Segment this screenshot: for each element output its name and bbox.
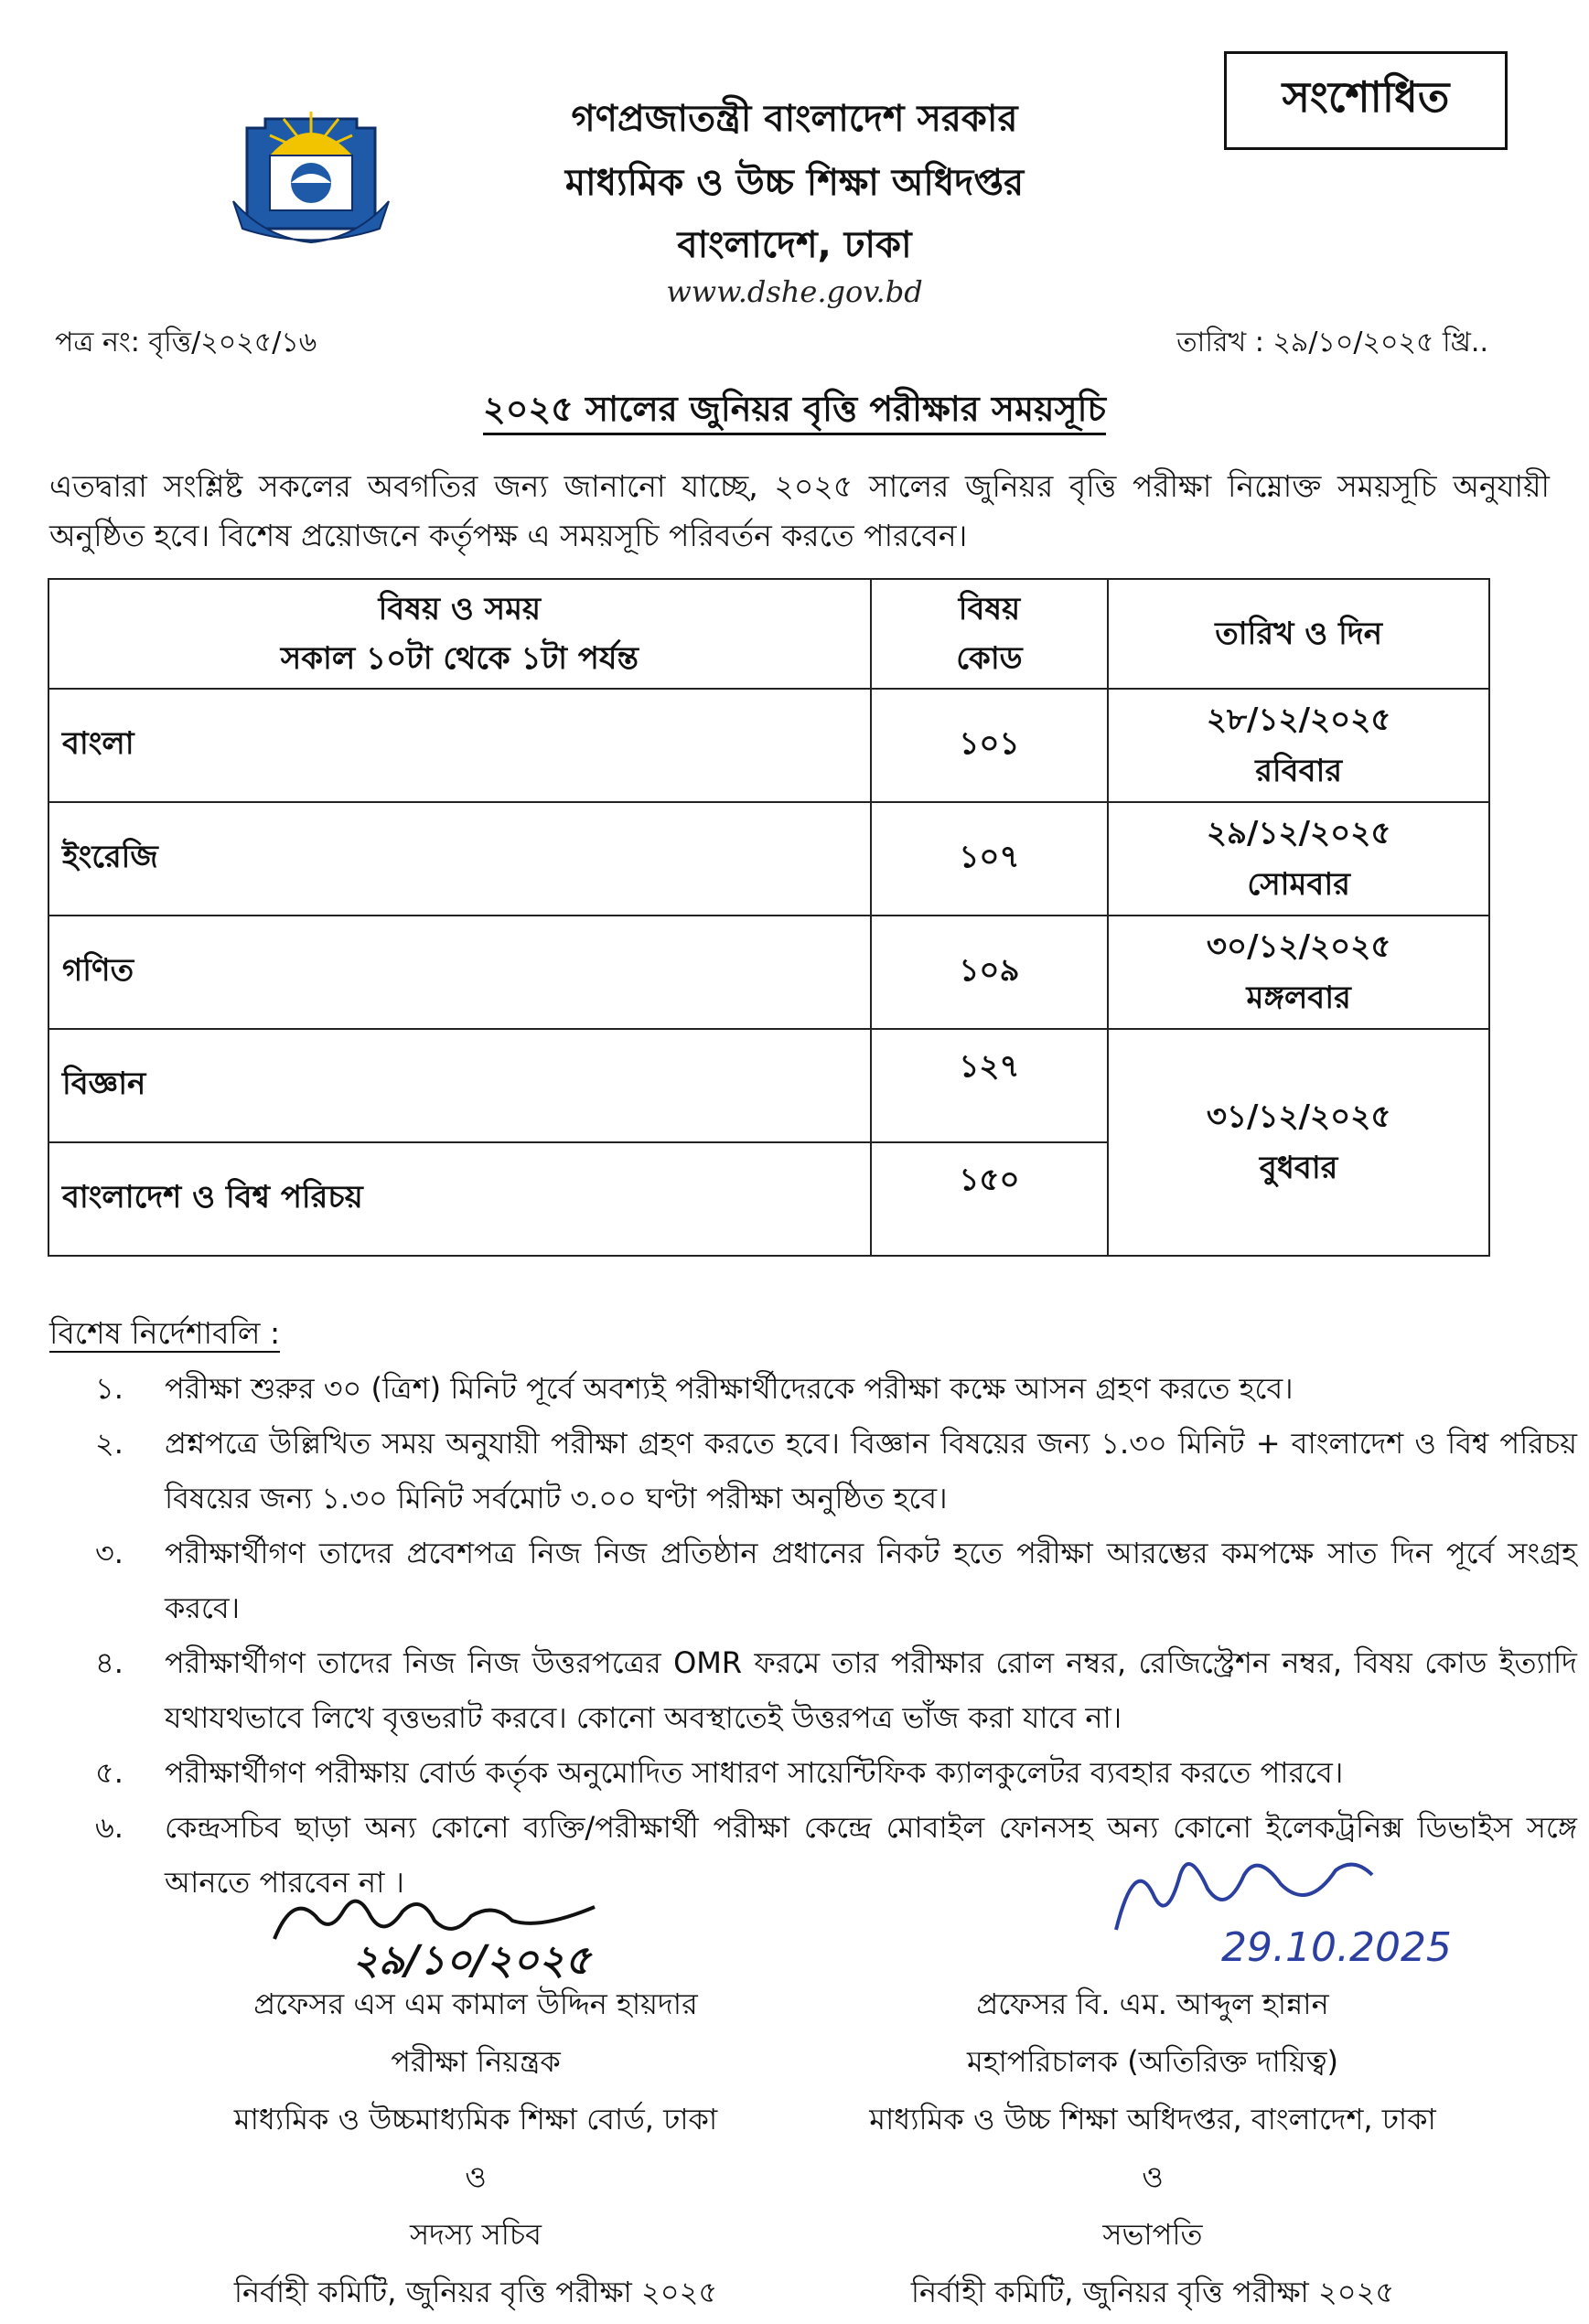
memo-date: তারিখ : ২৯/১০/২০২৫ খ্রি.. <box>1176 327 1488 359</box>
revised-stamp: সংশোধিত <box>1224 51 1508 150</box>
day-text: মঙ্গলবার <box>1246 980 1351 1016</box>
item-text: পরীক্ষার্থীগণ পরীক্ষায় বোর্ড কর্তৃক অনুমোদিত সাধারণ সায়েন্টিফিক ক্যালকুলেটর ব্যবহার করতে পারবে। <box>165 1755 1344 1790</box>
signatory-role: পরীক্ষা নিয়ন্ত্রক <box>391 2044 561 2079</box>
item-number: ৬. <box>95 1810 123 1845</box>
website-link[interactable]: www.dshe.gov.bd <box>666 274 923 309</box>
item-text: পরীক্ষার্থীগণ তাদের প্রবেশপত্র নিজ নিজ প্রতিষ্ঠান প্রধানের নিকট হতে পরীক্ষা আরম্ভের কমপক্ষে সাত দিন পূর্বে সংগ্রহ করবে। <box>165 1536 1577 1625</box>
date-cell <box>1108 916 1489 1029</box>
item-number: ৪. <box>95 1645 123 1680</box>
code-cell: ১০১ <box>871 689 1109 802</box>
subject-cell: বাংলাদেশ ও বিশ্ব পরিচয় <box>48 1142 871 1256</box>
directorate-name: মাধ্যমিক ও উচ্চ শিক্ষা অধিদপ্তর <box>564 162 1025 204</box>
table-row <box>48 689 1489 802</box>
date-text: ২৯/১২/২০২৫ <box>1206 815 1391 851</box>
date-cell <box>1108 802 1489 916</box>
header-subject-label: বিষয় ও সময় <box>378 591 542 627</box>
subject-cell: গণিত <box>48 916 871 1029</box>
subject-cell: বিজ্ঞান <box>48 1029 871 1142</box>
right-signatory <box>805 1976 1500 2321</box>
list-item <box>49 1745 1577 1800</box>
header-date: তারিখ ও দিন <box>1108 579 1489 689</box>
location: বাংলাদেশ, ঢাকা <box>677 224 912 266</box>
signatory-role-2: সভাপতি <box>1102 2217 1203 2252</box>
right-handwritten-date: 29.10.2025 <box>1221 1924 1452 1971</box>
committee-name: নির্বাহী কমিটি, জুনিয়র বৃত্তি পরীক্ষা ২০২৫ <box>233 2275 718 2309</box>
table-row <box>48 1029 1489 1142</box>
subject-cell: বাংলা <box>48 689 871 802</box>
header-time-label: সকাল ১০টা থেকে ১টা পর্যন্ত <box>280 640 639 677</box>
notice-title-text: ২০২৫ সালের জুনিয়র বৃত্তি পরীক্ষার সময়সূচি <box>483 389 1106 435</box>
header-subject <box>48 579 871 689</box>
header-code-label-2: কোড <box>956 640 1023 677</box>
header-code <box>871 579 1109 689</box>
list-item <box>49 1361 1577 1416</box>
signatory-role-2: সদস্য সচিব <box>410 2217 542 2252</box>
code-cell: ১২৭ <box>871 1029 1109 1142</box>
instructions-title-text: বিশেষ নির্দেশাবলি : <box>49 1315 281 1351</box>
conjunction: ও <box>465 2159 487 2194</box>
header-code-label-1: বিষয় <box>958 591 1021 627</box>
left-handwritten-date: ২৯/১০/২০২৫ <box>352 1937 591 1984</box>
subject-cell: ইংরেজি <box>48 802 871 916</box>
item-number: ১. <box>95 1371 123 1406</box>
code-cell: ১০৯ <box>871 916 1109 1029</box>
item-text: পরীক্ষার্থীগণ তাদের নিজ নিজ উত্তরপত্রের OMR ফরমে তার পরীক্ষার রোল নম্বর, রেজিস্ট্রেশন নম্বর, বিষয় কোড ইত্যাদি যথাযথভাবে লিখে বৃত্তভরাট করবে। কোনো অবস্থাতেই উত্তরপত্র ভাঁজ করা যাবে না। <box>165 1645 1577 1735</box>
signatory-name: প্রফেসর এস এম কামাল উদ্দিন হায়দার <box>253 1987 698 2021</box>
conjunction: ও <box>1142 2159 1164 2194</box>
committee-name: নির্বাহী কমিটি, জুনিয়র বৃত্তি পরীক্ষা ২০২৫ <box>910 2275 1395 2309</box>
item-text: কেন্দ্রসচিব ছাড়া অন্য কোনো ব্যক্তি/পরীক্ষার্থী পরীক্ষা কেন্দ্রে মোবাইল ফোনসহ অন্য কোনো ইলেকট্রনিক্স ডিভাইস সঙ্গে আনতে পারবেন না । <box>165 1810 1577 1900</box>
govt-name: গণপ্রজাতন্ত্রী বাংলাদেশ সরকার <box>571 98 1018 140</box>
schedule-table <box>48 578 1490 1257</box>
day-text: সোমবার <box>1247 866 1350 903</box>
date-cell <box>1108 1029 1489 1256</box>
list-item <box>49 1526 1577 1635</box>
code-cell: ১০৭ <box>871 802 1109 916</box>
intro-paragraph: এতদ্বারা সংশ্লিষ্ট সকলের অবগতির জন্য জানানো যাচ্ছে, ২০২৫ সালের জুনিয়র বৃত্তি পরীক্ষা নিম্নোক্ত সময়সূচি অনুযায়ী অনুষ্ঠিত হবে। বিশেষ প্রয়োজনে কর্তৃপক্ষ এ সময়সূচি পরিবর্তন করতে পারবেন। <box>49 468 1550 553</box>
notice-title <box>0 382 1589 441</box>
table-row <box>48 916 1489 1029</box>
day-text: বুধবার <box>1259 1150 1338 1186</box>
instructions-title <box>49 1310 280 1361</box>
left-signatory <box>128 1976 823 2321</box>
date-text: ২৮/১২/২০২৫ <box>1206 701 1391 738</box>
list-item <box>49 1635 1577 1745</box>
item-number: ২. <box>95 1426 123 1461</box>
signatory-org: মাধ্যমিক ও উচ্চ শিক্ষা অধিদপ্তর, বাংলাদেশ, ঢাকা <box>869 2102 1436 2137</box>
item-text: প্রশ্নপত্রে উল্লিখিত সময় অনুযায়ী পরীক্ষা গ্রহণ করতে হবে। বিজ্ঞান বিষয়ের জন্য ১.৩০ মিনিট + বাংলাদেশ ও বিশ্ব পরিচয় বিষয়ের জন্য ১.৩০ মিনিট সর্বমোট ৩.০০ ঘণ্টা পরীক্ষা অনুষ্ঠিত হবে। <box>165 1426 1577 1515</box>
signatory-org: মাধ্যমিক ও উচ্চমাধ্যমিক শিক্ষা বোর্ড, ঢাকা <box>233 2102 718 2137</box>
code-cell: ১৫০ <box>871 1142 1109 1256</box>
item-number: ৫. <box>95 1755 123 1790</box>
list-item <box>49 1416 1577 1526</box>
table-header-row <box>48 579 1489 689</box>
day-text: রবিবার <box>1255 753 1343 789</box>
signatory-role: মহাপরিচালক (অতিরিক্ত দায়িত্ব) <box>966 2044 1338 2079</box>
memo-number: পত্র নং: বৃত্তি/২০২৫/১৬ <box>55 327 317 359</box>
table-row <box>48 802 1489 916</box>
date-text: ৩১/১২/২০২৫ <box>1206 1098 1391 1135</box>
date-text: ৩০/১২/২০২৫ <box>1206 928 1391 965</box>
item-number: ৩. <box>95 1536 123 1570</box>
item-text: পরীক্ষা শুরুর ৩০ (ত্রিশ) মিনিট পূর্বে অবশ্যই পরীক্ষার্থীদেরকে পরীক্ষা কক্ষে আসন গ্রহণ করতে হবে। <box>165 1371 1294 1406</box>
date-cell <box>1108 689 1489 802</box>
instructions-list <box>49 1361 1577 1910</box>
signatory-name: প্রফেসর বি. এম. আব্দুল হান্নান <box>976 1987 1329 2021</box>
